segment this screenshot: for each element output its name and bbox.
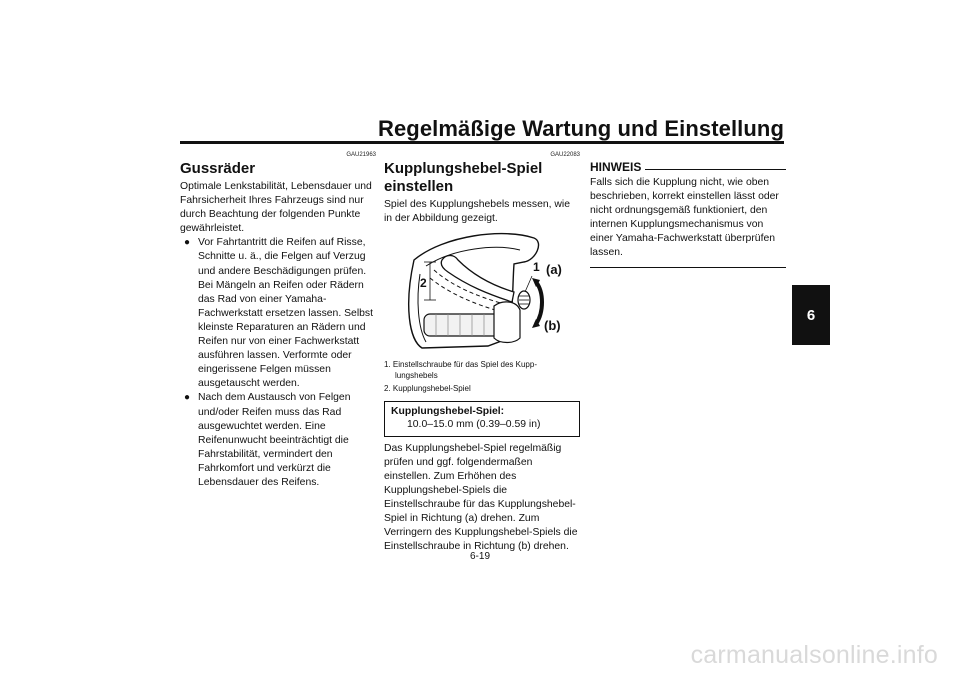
list-item-text: Vor Fahrtantritt die Reifen auf Risse, Schnitte u. ä., die Felgen auf Verzug und andere Beschädigungen prüfen. Bei Mängeln an Reifen oder Rädern das Rad von einer Yamaha-Fachwerkstatt ersetzen lassen. Selbst kleinste Reparaturen an Rädern und Reifen nur von einer Fachwerkstatt ausführen lassen. Verformte oder eingerissene Felgen müssen ausgetauscht werden. [198, 237, 373, 390]
figure-label-2: 2 [420, 276, 427, 291]
section-code: GAU21963 [346, 152, 376, 158]
caption-item: 2. Kupplungshebel-Spiel [384, 384, 471, 394]
intro-paragraph: Optimale Lenkstabilität, Lebensdauer und Fahrsicherheit Ihres Fahrzeugs sind nur durch Beachtung der folgenden Punkte gewährleistet. [180, 181, 372, 235]
spec-box [384, 401, 580, 437]
intro-paragraph: Spiel des Kupplungshebels messen, wie in der Abbildung gezeigt. [384, 199, 570, 225]
bullet-icon: ● [184, 392, 191, 404]
body-paragraph: Das Kupplungshebel-Spiel regelmäßig prüfen und ggf. folgendermaßen einstellen. Zum Erhöhen des Kupplungshebel-Spiels die Einstellschraube für das Kupplungshebel-Spiel in Richtung (a) drehen. Zum Verringern des Kupplungshebel-Spiels die Einstellschraube in Richtung (b) drehen. [384, 442, 578, 553]
figure-label-a: (a) [546, 262, 562, 278]
spec-title: Kupplungshebel-Spiel: [391, 405, 505, 417]
bullet-list [180, 236, 376, 490]
clutch-lever-figure [384, 230, 580, 356]
header-rule [180, 141, 784, 144]
figure-captions [384, 360, 580, 395]
hinweis-text: Falls sich die Kupplung nicht, wie oben beschrieben, korrekt einstellen lässt oder nicht ordnungsgemäß funktioniert, den internen Kupplungsmechanismus von einer Yamaha-Fachwerkstatt überprüfen lassen. [590, 177, 779, 259]
hinweis-header [590, 160, 786, 174]
column-gussraeder [180, 152, 376, 490]
list-item-text: Nach dem Austausch von Felgen und/oder Reifen muss das Rad ausgewuchtet werden. Eine Reifenunwucht beeinträchtigt die Fahrstabilität, vermindert den Fahrkomfort und verkürzt die Lebensdauer des Reifens. [198, 392, 351, 488]
section-heading: Kupplungshebel-Spiel einstellen [384, 160, 543, 195]
hinweis-rule [645, 169, 786, 170]
chapter-tab: 6 [792, 285, 830, 345]
watermark: carmanualsonline.info [690, 641, 938, 669]
figure-label-1: 1 [533, 260, 540, 275]
page-header-title: Regelmäßige Wartung und Einstellung [377, 116, 784, 141]
spec-value: 10.0–15.0 mm (0.39–0.59 in) [407, 418, 541, 430]
figure-label-b: (b) [544, 318, 561, 334]
hinweis-title: HINWEIS [590, 160, 642, 174]
column-hinweis [590, 152, 786, 268]
caption-item-continuation: lungshebels [395, 370, 438, 380]
page-number: 6-19 [469, 551, 490, 562]
clutch-lever-illustration [384, 230, 580, 356]
list-item [180, 236, 376, 391]
column-kupplungshebel [384, 152, 580, 554]
section-heading: Gussräder [180, 160, 256, 177]
section-code: GAU22083 [550, 152, 580, 158]
bullet-icon: ● [184, 237, 191, 249]
hinweis-end-rule [590, 267, 786, 268]
caption-item: 1. Einstellschraube für das Spiel des Kupp- [384, 360, 537, 370]
list-item [180, 391, 376, 490]
